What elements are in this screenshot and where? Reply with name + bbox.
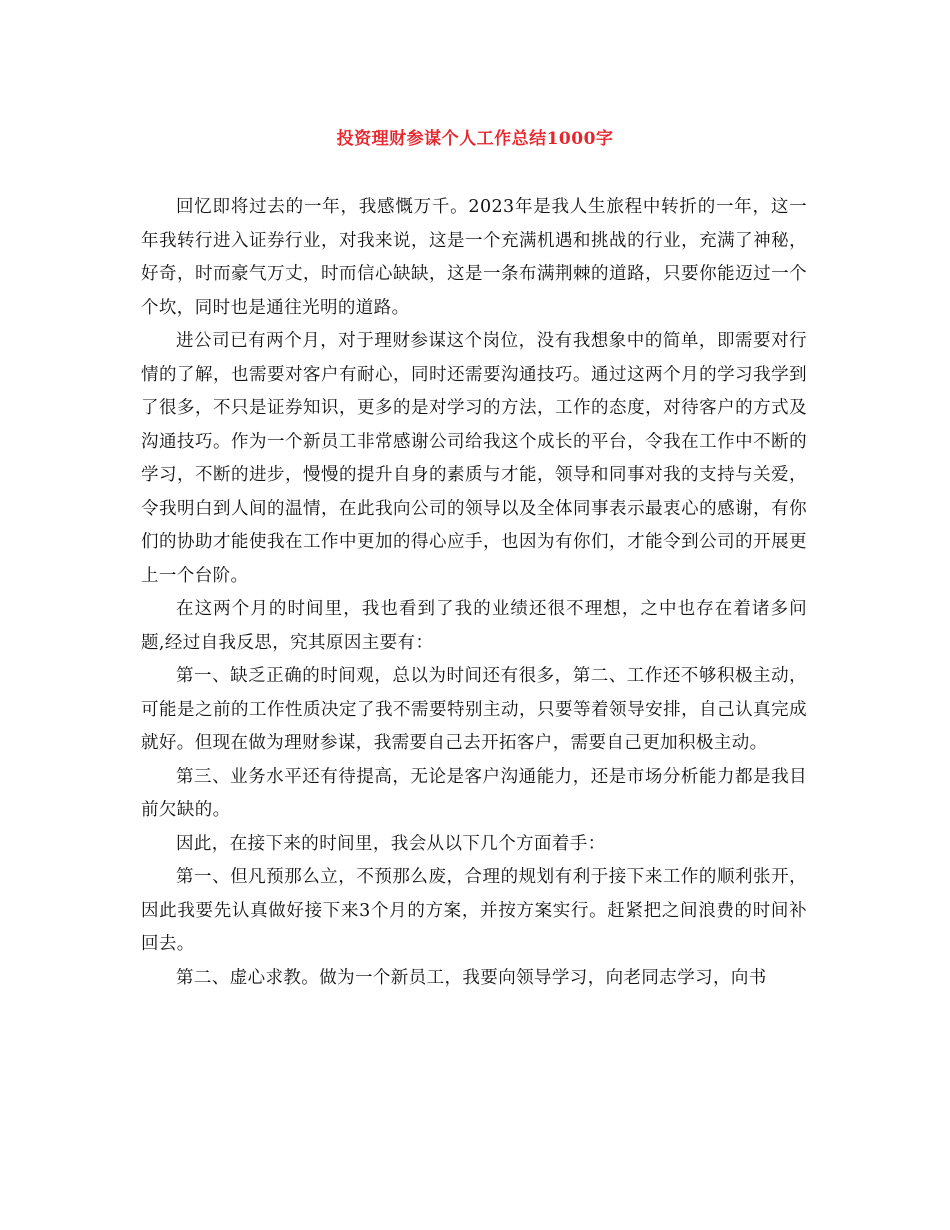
- paragraph-3: 在这两个月的时间里，我也看到了我的业绩还很不理想，之中也存在着诸多问题,经过自我反思，究其原因主要有：: [141, 599, 807, 653]
- document-title: 投资理财参谋个人工作总结1000字: [336, 129, 614, 149]
- paragraph-7: 第一、但凡预那么立，不预那么废，合理的规划有利于接下来工作的顺利张开，因此我要先认真做好接下来3个月的方案，并按方案实行。赶紧把之间浪费的时间补回去。: [141, 867, 807, 954]
- paragraph-8: 第二、虚心求教。做为一个新员工，我要向领导学习，向老同志学习，向书: [176, 967, 767, 988]
- paragraph-4: 第一、缺乏正确的时间观，总以为时间还有很多，第二、工作还不够积极主动，可能是之前的工作性质决定了我不需要特别主动，只要等着领导安排，自己认真完成就好。但现在做为理财参谋，我需要自己去开拓客户，需要自己更加积极主动。: [141, 666, 807, 753]
- paragraph-6: 因此，在接下来的时间里，我会从以下几个方面着手：: [176, 833, 606, 854]
- paragraph-5: 第三、业务水平还有待提高，无论是客户沟通能力，还是市场分析能力都是我目前欠缺的。: [141, 766, 807, 820]
- paragraph-1: 回忆即将过去的一年，我感慨万千。2023年是我人生旅程中转折的一年，这一年我转行进入证券行业，对我来说，这是一个充满机遇和挑战的行业，充满了神秘，好奇，时而豪气万丈，时而信心缺缺，这是一条布满荆棘的道路，只要你能迈过一个个坎，同时也是通往光明的道路。: [141, 197, 807, 318]
- paragraph-2: 进公司已有两个月，对于理财参谋这个岗位，没有我想象中的简单，即需要对行情的了解，也需要对客户有耐心，同时还需要沟通技巧。通过这两个月的学习我学到了很多，不只是证券知识，更多的是对学习的方法，工作的态度，对待客户的方式及沟通技巧。作为一个新员工非常感谢公司给我这个成长的平台，令我在工作中不断的学习，不断的进步，慢慢的提升自身的素质与才能，领导和同事对我的支持与关爱，令我明白到人间的温情，在此我向公司的领导以及全体同事表示最衷心的感谢，有你们的协助才能使我在工作中更加的得心应手，也因为有你们，才能令到公司的开展更上一个台阶。: [141, 331, 807, 586]
- document-body: [141, 191, 807, 995]
